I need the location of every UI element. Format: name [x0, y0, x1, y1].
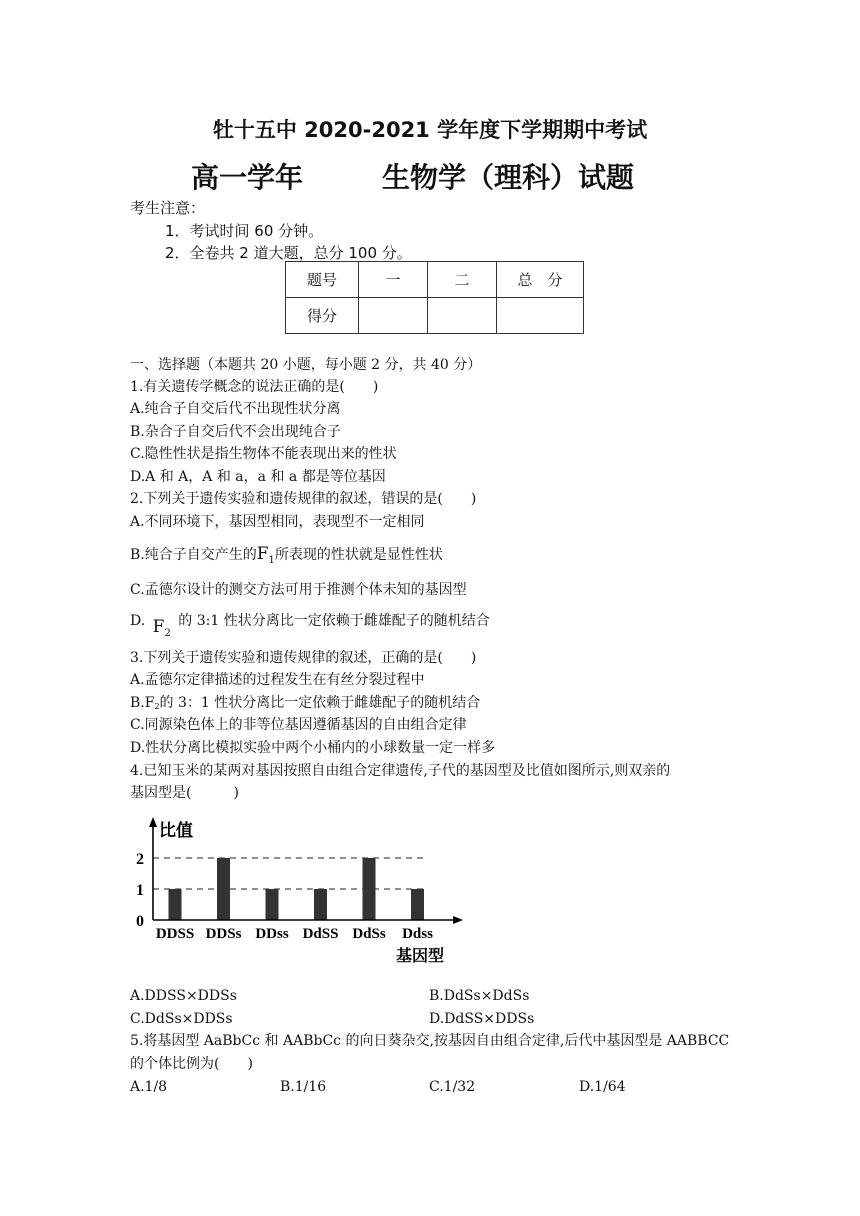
q5-stem-line2: 的个体比例为( ): [130, 1056, 253, 1072]
y-tick-0: 0: [136, 913, 144, 930]
x-tick-DDss: DDss: [255, 926, 289, 942]
q2-option-b: [130, 543, 443, 572]
q5-stem-line1: 5.将基因型 AaBbCc 和 AABbCc 的向日葵杂交,按基因自由组合定律,后代中基因型是 AABBCC: [130, 1033, 730, 1049]
q2-option-d-f: [153, 617, 171, 637]
q2-option-d-rest: 的 3:1 性状分离比一定依赖于雌雄配子的随机结合: [178, 613, 490, 629]
x-axis-arrow: [453, 916, 463, 924]
q4-stem-line1: 4.已知玉米的某两对基因按照自由组合定律遗传,子代的基因型及比值如图所示,则双亲的: [130, 763, 671, 779]
x-tick-DdSs: DdSs: [352, 926, 386, 942]
score-header-part1: 一: [359, 262, 428, 298]
q1-option-c: C.隐性性状是指生物体不能表现出来的性状: [130, 446, 397, 462]
notice-item-total: 2．全卷共 2 道大题，总分 100 分。: [165, 244, 412, 262]
x-tick-DdSS: DdSS: [302, 926, 339, 942]
q2-option-d-letter: D.: [130, 613, 146, 629]
q3-option-d: D.性状分离比模拟实验中两个小桶内的小球数量一定一样多: [130, 740, 496, 756]
section1-heading: 一、选择题（本题共 20 小题，每小题 2 分，共 40 分）: [130, 357, 482, 373]
q5-option-d: D.1/64: [579, 1079, 626, 1095]
notice-item-time: 1．考试时间 60 分钟。: [165, 222, 324, 240]
bar-DDss: [266, 889, 279, 920]
q3-stem: 3.下列关于遗传实验和遗传规律的叙述，正确的是( ): [130, 650, 477, 666]
q2-option-b-f: F: [256, 544, 269, 564]
score-header-part2: 二: [428, 262, 497, 298]
q3-option-b-rest: 的 3：1 性状分离比一定依赖于雌雄配子的随机结合: [159, 695, 481, 711]
q2-option-d: [130, 609, 490, 638]
q2-stem: 2.下列关于遗传实验和遗传规律的叙述，错误的是( ): [130, 491, 477, 507]
q5-option-c: C.1/32: [429, 1079, 476, 1095]
q1-stem: 1.有关遗传学概念的说法正确的是( ): [130, 379, 379, 395]
q5-option-a: A.1/8: [130, 1079, 168, 1095]
bar-DDSS: [169, 889, 182, 920]
score-row-label: 得分: [286, 298, 359, 334]
y-axis-label: 比值: [159, 821, 193, 840]
q4-option-c: C.DdSs×DDSs: [130, 1011, 233, 1027]
bar-DdSs: [363, 858, 376, 920]
q4-option-b: B.DdSs×DdSs: [429, 988, 530, 1004]
score-cell-part1[interactable]: [359, 298, 428, 334]
q2-option-b-rest: 所表现的性状就是显性性状: [274, 547, 443, 563]
q3-option-c: C.同源染色体上的非等位基因遵循基因的自由组合定律: [130, 717, 467, 733]
q1-option-d: D.A 和 A，A 和 a，a 和 a 都是等位基因: [130, 469, 386, 485]
subject-title: 生物学（理科）试题: [382, 161, 635, 194]
bar-DdSS: [314, 889, 327, 920]
y-tick-2: 2: [136, 851, 144, 868]
q2-option-b-sub: 1: [268, 555, 275, 566]
x-axis-label: 基因型: [395, 948, 445, 965]
score-table-header-row: [286, 262, 584, 298]
q3-option-b-sub: 2: [154, 702, 160, 711]
notice-label: 考生注意：: [130, 199, 206, 217]
score-cell-part2[interactable]: [428, 298, 497, 334]
q2-option-b-text: B.纯合子自交产生的: [130, 547, 257, 563]
q4-stem-line2: 基因型是( ): [130, 785, 239, 801]
q2-option-a: A.不同环境下，基因型相同，表现型不一定相同: [130, 514, 425, 530]
y-axis-arrow: [149, 817, 157, 827]
x-tick-DDSs: DDSs: [205, 926, 242, 942]
q5-option-b: B.1/16: [280, 1079, 327, 1095]
q3-option-b-text: B.F: [130, 695, 155, 711]
score-header-number: 题号: [286, 262, 359, 298]
q1-option-a: A.纯合子自交后代不出现性状分离: [130, 401, 341, 417]
score-table: [285, 261, 584, 334]
exam-school-title: 牡十五中 2020-2021 学年度下学期期中考试: [212, 118, 648, 142]
score-table-score-row: [286, 298, 584, 334]
q4-option-a: A.DDSS×DDSs: [130, 988, 237, 1004]
q1-option-b: B.杂合子自交后代不会出现纯合子: [130, 424, 341, 440]
q2-option-d-f-letter: F: [152, 617, 165, 637]
x-tick-DDSS: DDSS: [155, 926, 195, 942]
score-header-total: 总 分: [497, 262, 584, 298]
q3-option-a: A.孟德尔定律描述的过程发生在有丝分裂过程中: [130, 672, 425, 688]
q2-option-c: C.孟德尔设计的测交方法可用于推测个体未知的基因型: [130, 582, 467, 598]
q4-option-d: D.DdSS×DDSs: [429, 1011, 535, 1027]
genotype-ratio-chart: [125, 815, 465, 965]
grade-title: 高一学年: [191, 161, 304, 194]
y-tick-1: 1: [136, 882, 144, 899]
x-tick-Ddss: Ddss: [402, 926, 433, 942]
score-cell-total[interactable]: [497, 298, 584, 334]
bar-DDSs: [217, 858, 230, 920]
bar-Ddss: [411, 889, 424, 920]
q2-option-d-sub: 2: [164, 628, 171, 639]
